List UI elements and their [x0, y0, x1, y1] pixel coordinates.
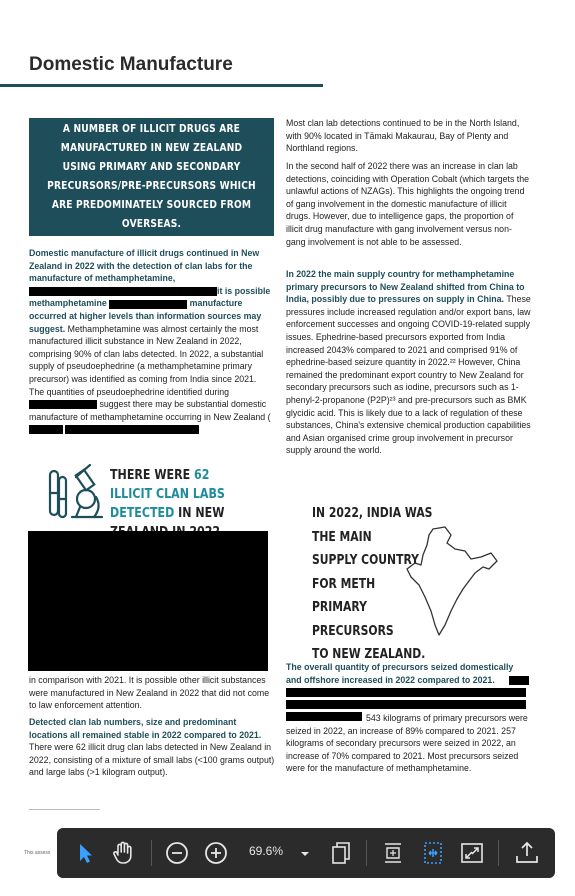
redaction-block	[286, 700, 526, 709]
viewer-toolbar	[57, 828, 555, 878]
right-p3-bold: In 2022 the main supply country for methamphetamine primary precursors to New Zealand shifted from China to India, possibly due to pressures on supply in China.	[286, 269, 525, 305]
callout-text: A NUMBER OF ILLICIT DRUGS ARE MANUFACTURED IN NEW ZEALAND USING PRIMARY AND SECONDARY PRECURSORS/PRE-PRECURSORS WHICH ARE PREDOMINATELY SOURCED FROM OVERSEAS.	[47, 123, 256, 230]
india-line: PRIMARY	[312, 599, 367, 615]
redaction	[29, 425, 63, 434]
left-p1-bold-b: it is possible	[217, 285, 271, 296]
left-paragraph-3	[29, 716, 275, 779]
left-paragraph-1	[29, 247, 273, 436]
right-p4-text: 543 kilograms of primary precursors were seized in 2022, an increase of 89% compared to 2021. 257 kilograms of secondary precursors were seized in 2022, an increase of 70% compared to 2021. Most precursors seized were for the manufacture of methamphetamine.	[286, 713, 528, 774]
page-title: Domestic Manufacture	[29, 54, 233, 75]
zoom-in-icon[interactable]	[202, 839, 230, 867]
redaction	[109, 300, 187, 309]
right-paragraph-2: In the second half of 2022 there was an increase in clan lab detections, coinciding with Operation Cobalt (which targets the unlawful actions of NZAGs). This highlights the ongoing trend of gang involvement in the domestic manufacture of illicit drugs. However, due to intelligence gaps, the proportion of illicit drug manufacture with gang involvement versus non-gang involvement is not able to be assessed.	[286, 161, 530, 247]
india-line: TO NEW ZEALAND.	[312, 646, 426, 662]
callout-box	[29, 118, 274, 236]
redaction	[65, 425, 199, 434]
footer-text: This assess	[24, 850, 51, 856]
right-p4-bold: The overall quantity of precursors seized domestically and offshore increased in 2022 compared to 2021.	[286, 662, 514, 685]
left-p1-bold-d: manufacture occurred at higher levels than information sources may suggest.	[29, 298, 262, 334]
redaction-block	[28, 531, 268, 671]
microscope-icon	[46, 463, 106, 525]
redaction	[29, 287, 217, 296]
right-paragraph-4	[286, 661, 531, 686]
fullscreen-icon[interactable]	[458, 839, 486, 867]
left-p3-text: There were 62 illicit drug clan labs detected in New Zealand in 2022, consisting of a mixture of small labs (<100 grams output) and large labs (>1 kilogram output).	[29, 742, 275, 778]
india-line: SUPPLY COUNTRY	[312, 552, 419, 568]
right-paragraph-1: Most clan lab detections continued to be in the North Island, with 90% located in Tāmaki Makaurau, Bay of Plenty and Northland regions.	[286, 118, 520, 154]
hand-icon[interactable]	[109, 839, 137, 867]
toolbar-divider	[498, 840, 499, 866]
fit-height-icon[interactable]	[379, 839, 407, 867]
fit-width-icon[interactable]	[419, 839, 447, 867]
left-p1-text: Methamphetamine was almost certainly the most manufactured illicit substance in New Zealand in 2022, comprising 90% of clan labs detected. In 2022, a substantial supply of pseudoephedrine (a methamphetamine primary precursor) was identified as coming from India since 2021. The quantities of pseudoephedrine identified during	[29, 323, 264, 397]
left-p1-text-b: suggest there may be substantial domestic manufacture of methamphetamine occurring in New Zealand (	[29, 399, 271, 422]
footnote-rule	[29, 809, 100, 810]
stat-line1: THERE WERE	[110, 467, 191, 483]
left-p1-bold-c: methamphetamine	[29, 298, 107, 309]
left-p3-bold: Detected clan lab numbers, size and predominant locations all remained stable in 2022 compared to 2021.	[29, 717, 262, 740]
redaction-block	[286, 688, 526, 697]
india-line: FOR METH	[312, 575, 376, 592]
export-icon[interactable]	[513, 839, 541, 867]
india-line: IN 2022, INDIA WAS THE MAIN	[312, 505, 433, 545]
zoom-out-icon[interactable]	[163, 839, 191, 867]
left-paragraph-2: in comparison with 2021. It is possible other illicit substances were manufactured in New Zealand in 2022 that did not come to law enforcement attention.	[29, 675, 270, 711]
stat-line2: IN NEW	[178, 505, 225, 521]
select-arrow-icon[interactable]	[71, 839, 99, 867]
stat-highlight: 62 ILLICIT CLAN LABS DETECTED	[110, 467, 225, 521]
title-rule	[0, 84, 323, 87]
redaction-block	[509, 676, 529, 685]
right-paragraph-3	[286, 268, 531, 457]
page-view-icon[interactable]	[327, 839, 355, 867]
right-p3-text: These pressures include increased regulation and/or export bans, law enforcement successes and ongoing COVID-19-related supply issues. Ephedrine-based precursors exported from India increased 2043% compared to 2021 and comprised 91% of ephedrine-based seizure quantity in 2022.²² However, China remained the predominant export country to New Zealand for secondary precursors such as iodine, precursors such as 1-phenyl-2-propanone (P2P)²³ and pre-precursors such as BMK glycidic acid. This is likely due to a lack of regulation of these substances, China's extensive chemical production capabilities and Asian organised crime group involvement in precursor supply around the world.	[286, 294, 531, 456]
india-map-icon	[405, 525, 500, 640]
chevron-down-icon[interactable]	[291, 840, 319, 868]
india-line: PRECURSORS	[312, 622, 394, 639]
zoom-level[interactable]: 69.6%	[249, 844, 284, 858]
left-p1-bold-a: Domestic manufacture of illicit drugs continued in New Zealand in 2022 with the detection of clan labs for the manufacture of methamphetamine,	[29, 248, 260, 284]
toolbar-divider	[366, 840, 367, 866]
redaction	[29, 400, 97, 409]
toolbar-divider	[151, 840, 152, 866]
